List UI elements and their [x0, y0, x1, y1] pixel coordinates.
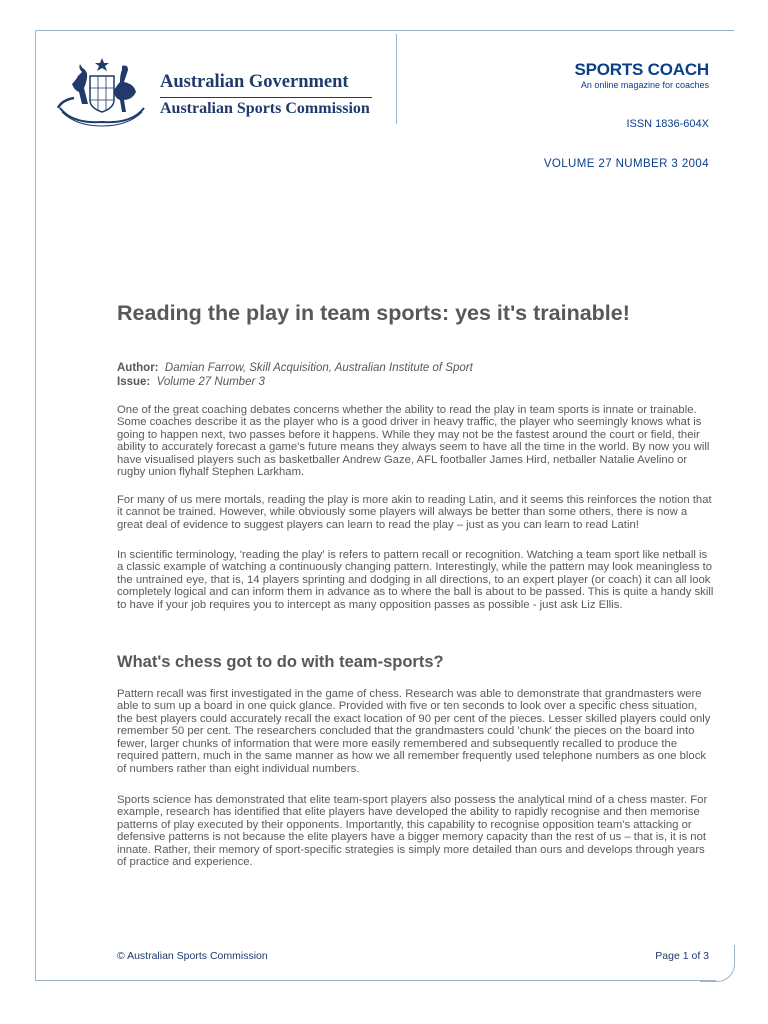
body-paragraph: In scientific terminology, 'reading the play' is refers to pattern recall or recognition. Watching a team sport like netball is a classic example of watching a continuously changing pattern. Interestingly, while the pattern may look meaningless to the untrained eye, that is, 14 players sprinting and dodging in all directions, to an expert player (or coach) it can all look completely logical and can inform them in advance as to where the ball is about to be passed. This is quite a handy skill to have if your job requires you to intercept as many opposition passes as possible - just ask Liz Ellis. — [117, 549, 714, 611]
government-title: Australian Government — [160, 72, 349, 92]
body-paragraph: For many of us mere mortals, reading the play is more akin to reading Latin, and it seems this reinforces the notion that it cannot be trained. However, while obviously some players will always be better than some others, there is now a great deal of evidence to suggest players can learn to read the play – just as you can learn to read Latin! — [117, 494, 712, 531]
body-paragraph: Pattern recall was first investigated in the game of chess. Research was able to demonstrate that grandmasters were able to sum up a board in one quick glance. Provided with five or ten seconds to look over a specific chess situation, the best players could accurately recall the exact location of 90 per cent of the pieces. Lesser skilled players could only remember 50 per cent. The researchers concluded that the grandmasters could 'chunk' the pieces on the board into fewer, larger chunks of information that were more easily remembered and subsequently recalled to produce the required pattern, much in the same manner as how we all remember frequently used telephone numbers as one block of numbers rather than eight individual numbers. — [117, 688, 711, 775]
issue-value: Volume 27 Number 3 — [156, 375, 265, 388]
issn: ISSN 1836-604X — [626, 118, 709, 130]
section-heading: What's chess got to do with team-sports? — [117, 653, 444, 671]
government-title-rule — [160, 97, 372, 98]
commission-title: Australian Sports Commission — [160, 100, 370, 117]
body-paragraph: One of the great coaching debates concerns whether the ability to read the play in team sports is innate or trainable. Some coaches describe it as the player who is a good driver in heavy traffic, the player who seemingly knows what is going to happen next, two passes before it happens. While they may not be the fastest around the court or field, their ability to accurately forecast a game's future means they always seem to have all the time in the world. By now you will have visualised players such as basketballer Andrew Gaze, AFL footballer James Hird, netballer Natalie Avelino or rugby union flyhalf Stephen Larkham. — [117, 404, 710, 479]
article-meta — [117, 362, 473, 389]
body-paragraph: Sports science has demonstrated that elite team-sport players also possess the analytical mind of a chess master. For example, research has identified that elite players have developed the ability to rapidly recognise and then memorise patterns of play executed by their opponents. Importantly, this capability to recognise opposition team's attacking or defensive patterns is not because the elite players have a bigger memory capacity than the rest of us – that is, it is not innate. Rather, their memory of sport-specific strategies is simply more detailed than ours and develops through years of practice and experience. — [117, 794, 708, 869]
magazine-title: SPORTS COACH — [574, 60, 709, 79]
issue-label: Issue: — [117, 375, 151, 388]
author-label: Author: — [117, 362, 159, 374]
issue-row — [117, 376, 473, 390]
header-divider — [396, 34, 397, 124]
volume-line: VOLUME 27 NUMBER 3 2004 — [543, 158, 709, 170]
article-title: Reading the play in team sports: yes it's trainable! — [117, 301, 630, 325]
page-frame-bottom — [36, 980, 716, 981]
magazine-tagline: An online magazine for coaches — [580, 80, 709, 90]
footer-page-number: Page 1 of 3 — [655, 950, 709, 962]
footer-copyright: © Australian Sports Commission — [117, 950, 268, 962]
coat-of-arms-icon — [52, 56, 152, 128]
author-row — [117, 362, 473, 376]
author-name: Damian Farrow, Skill Acquisition, Australian Institute of Sport — [164, 362, 473, 374]
